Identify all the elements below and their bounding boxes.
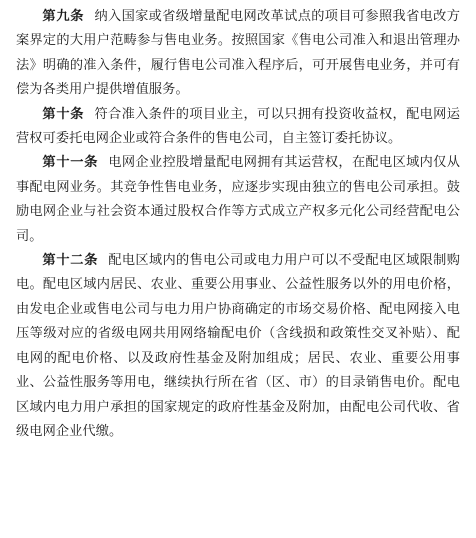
article-number: 第九条 bbox=[42, 9, 85, 24]
article-text: 配电区域内的售电公司或电力用户可以不受配电区域限制购电。配电区域内居民、农业、重要公用事业、公益性服务以外的用电价格，由发电企业或售电公司与电力用户协商确定的市场交易价格、配电网接入电压等级对应的省级电网共用网络输配电价（含线损和政策性交叉补贴）、配电网的配电价格、以及政府性基金及附加组成；居民、农业、重要公用事业、公益性服务等用电，继续执行所在省（区、市）的目录销售电价。配电区域内电力用户承担的国家规定的政府性基金及附加，由配电公司代收、省级电网企业代缴。 bbox=[16, 253, 460, 439]
article-11 bbox=[16, 151, 460, 249]
article-text: 符合准入条件的项目业主，可以只拥有投资收益权，配电网运营权可委托电网企业或符合条件的售电公司，自主签订委托协议。 bbox=[16, 106, 460, 147]
article-12 bbox=[16, 249, 460, 444]
document-page bbox=[0, 5, 476, 538]
article-10 bbox=[16, 103, 460, 152]
article-number: 第十条 bbox=[42, 106, 85, 122]
article-number: 第十二条 bbox=[42, 253, 99, 269]
article-9 bbox=[16, 5, 460, 103]
article-number: 第十一条 bbox=[42, 155, 99, 171]
article-text: 纳入国家或省级增量配电网改革试点的项目可参照我省电改方案界定的大用户范畴参与售电业务。按照国家《售电公司准入和退出管理办法》明确的准入条件，履行售电公司准入程序后，可开展售电业务，并可有偿为各类用户提供增值服务。 bbox=[16, 9, 460, 98]
article-text: 电网企业控股增量配电网拥有其运营权，在配电区域内仅从事配电网业务。其竞争性售电业务，应逐步实现由独立的售电公司承担。鼓励电网企业与社会资本通过股权合作等方式成立产权多元化公司经营配电公司。 bbox=[16, 155, 460, 244]
